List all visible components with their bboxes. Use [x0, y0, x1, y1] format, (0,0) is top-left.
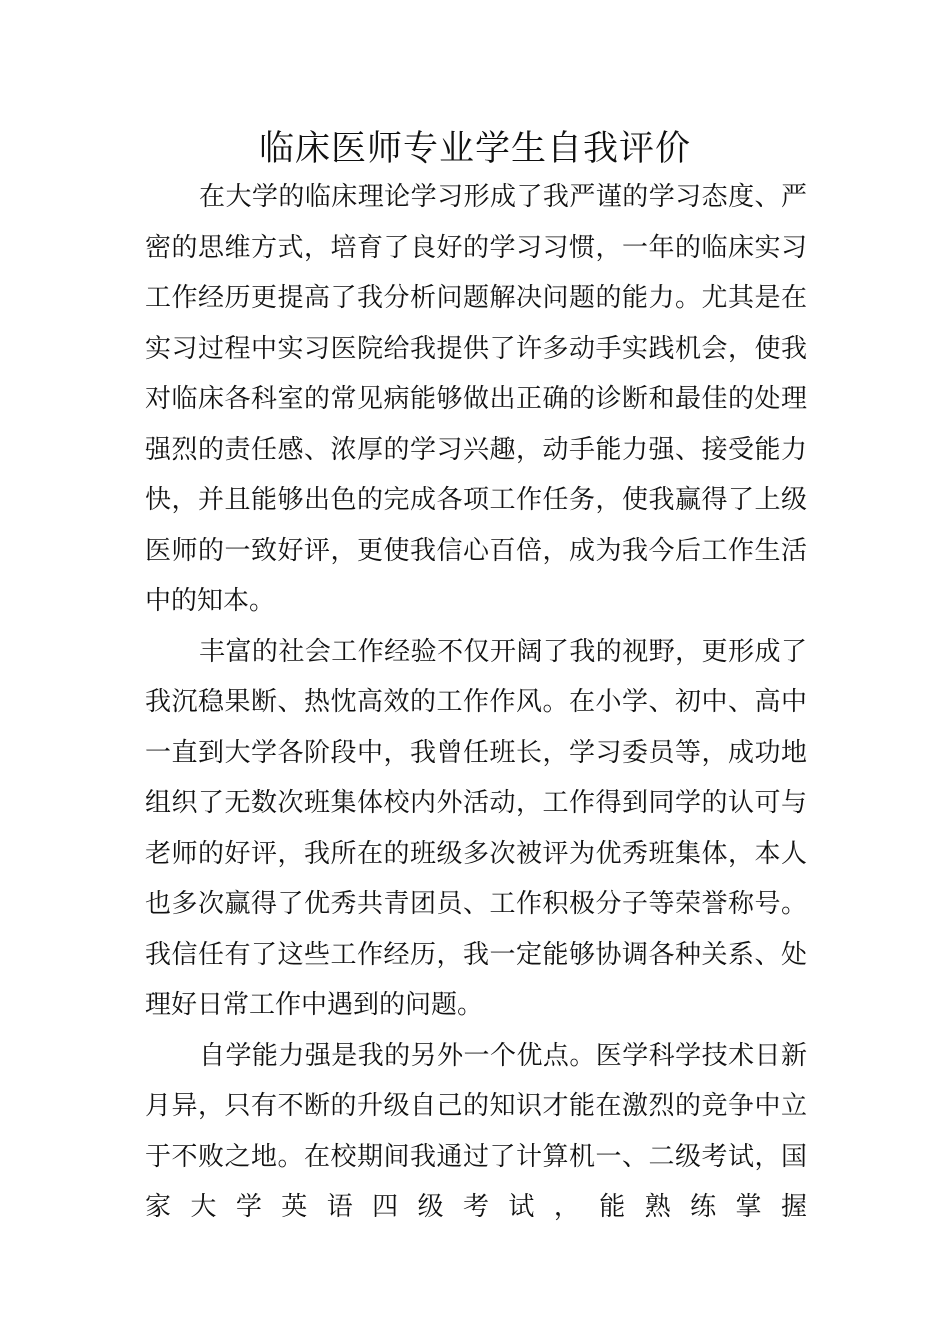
document-body	[145, 172, 807, 1233]
text-line: 对临床各科室的常见病能够做出正确的诊断和最佳的处理	[145, 384, 807, 414]
text-line: 自学能力强是我的另外一个优点。医学科学技术日新	[199, 1040, 807, 1071]
text-line: 中的知本。	[145, 586, 276, 616]
text-line: 于不败之地。在校期间我通过了计算机一、二级考试，国	[145, 1141, 807, 1172]
text-line: 实习过程中实习医院给我提供了许多动手实践机会，使我	[145, 333, 807, 364]
text-line: 密的思维方式，培育了良好的学习习惯，一年的临床实习	[145, 232, 807, 263]
text-line: 月异，只有不断的升级自己的知识才能在激烈的竞争中立	[145, 1091, 807, 1121]
text-line: 组织了无数次班集体校内外活动，工作得到同学的认可与	[145, 788, 807, 818]
text-line: 老师的好评，我所在的班级多次被评为优秀班集体，本人	[145, 838, 807, 869]
text-line: 家 大 学 英 语 四 级 考 试 ， 能 熟 练 掌 握	[145, 1192, 807, 1222]
text-line: 理好日常工作中遇到的问题。	[145, 990, 484, 1020]
text-line: 我沉稳果断、热忱高效的工作作风。在小学、初中、高中	[145, 687, 807, 717]
text-line: 也多次赢得了优秀共青团员、工作积极分子等荣誉称号。	[145, 889, 807, 919]
text-line: 我信任有了这些工作经历，我一定能够协调各种关系、处	[145, 939, 807, 970]
text-line: 工作经历更提高了我分析问题解决问题的能力。尤其是在	[145, 283, 807, 313]
text-line: 一直到大学各阶段中，我曾任班长，学习委员等，成功地	[145, 737, 807, 768]
text-line: 丰富的社会工作经验不仅开阔了我的视野，更形成了	[199, 636, 807, 667]
text-line: 快，并且能够出色的完成各项工作任务，使我赢得了上级	[145, 485, 807, 515]
text-line: 在大学的临床理论学习形成了我严谨的学习态度、严	[199, 182, 807, 212]
text-line: 医师的一致好评，更使我信心百倍，成为我今后工作生活	[145, 535, 807, 566]
document-title: 临床医师专业学生自我评价	[258, 129, 691, 169]
text-line: 强烈的责任感、浓厚的学习兴趣，动手能力强、接受能力	[145, 434, 807, 465]
